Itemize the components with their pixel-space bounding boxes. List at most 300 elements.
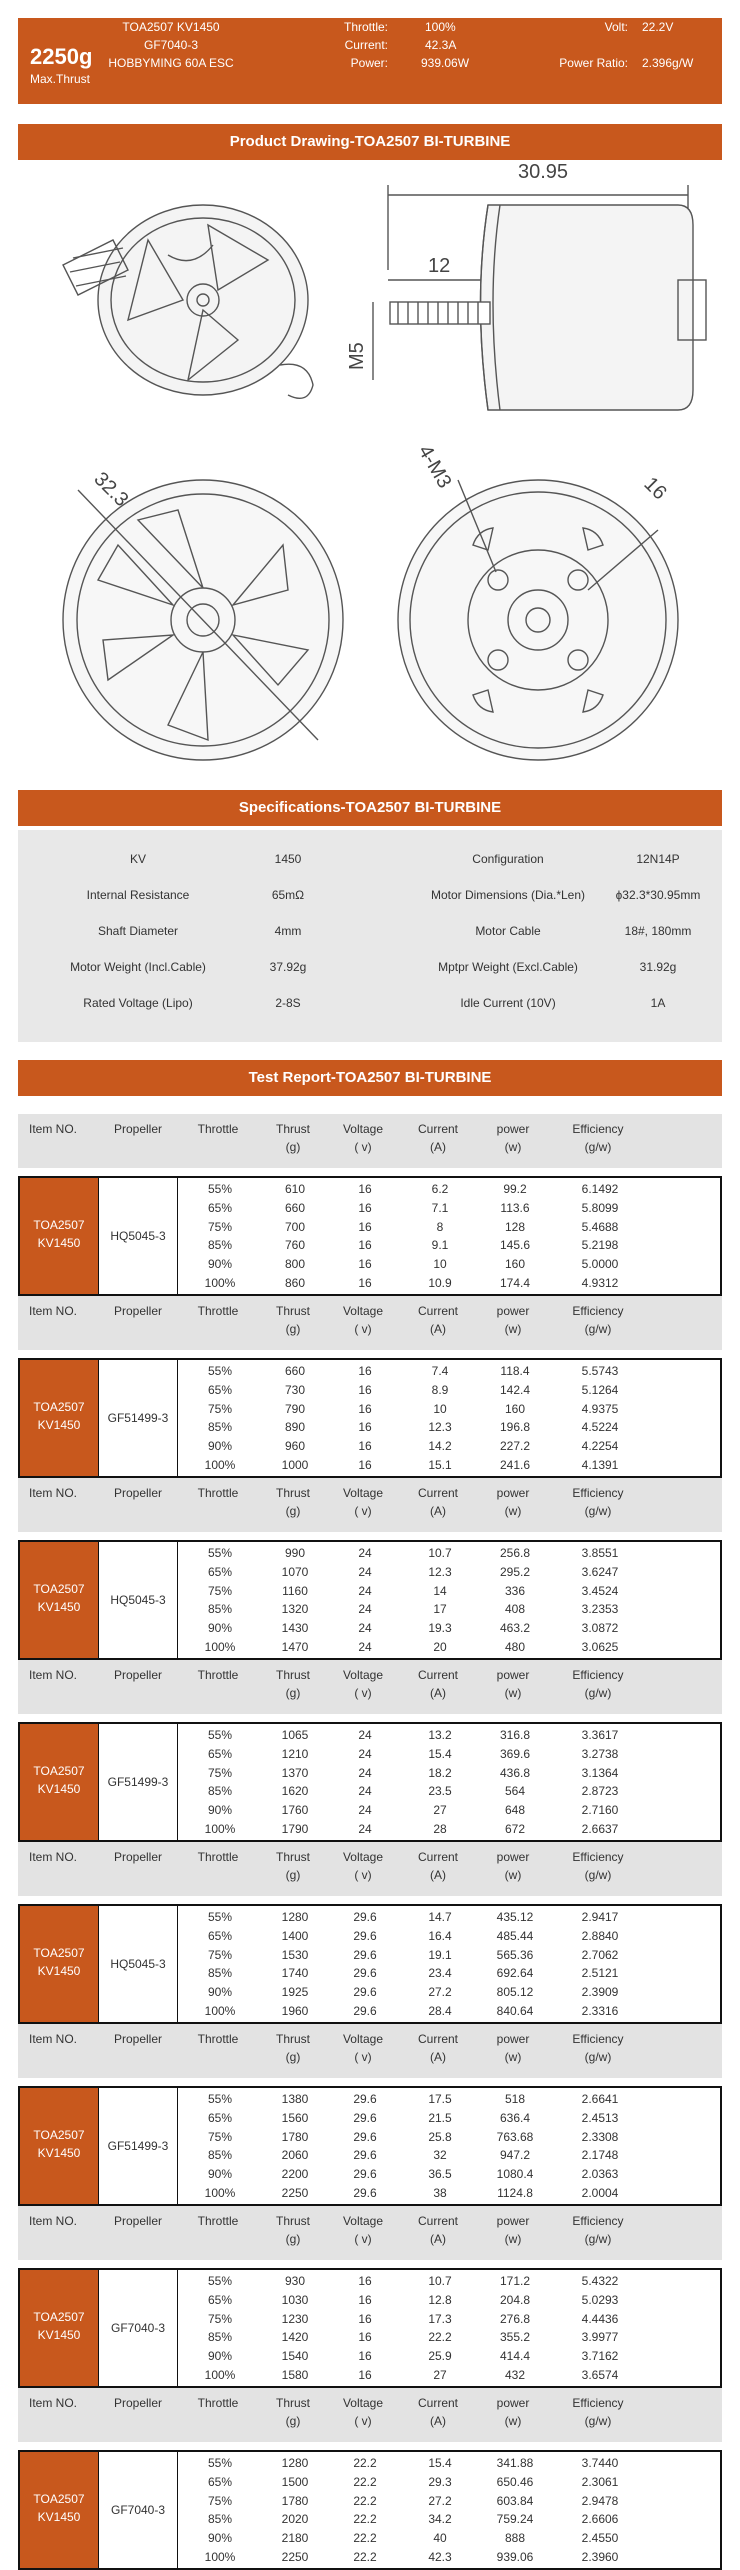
- current-cell: 12.3: [428, 1420, 452, 1435]
- thrust-cell: 790: [284, 1401, 306, 1416]
- power-cell: 759.24: [496, 2512, 534, 2527]
- power-cell: 256.8: [499, 1546, 531, 1560]
- header-propeller: Propeller: [113, 2396, 163, 2410]
- header-efficiency: Efficiency (g/w): [572, 1486, 624, 1518]
- throttle-cell: 55%: [207, 1910, 233, 1924]
- thrust-cell: 1580: [281, 2367, 309, 2382]
- current-cell: 28: [433, 1821, 447, 1836]
- throttle-cell: 100%: [204, 1457, 236, 1472]
- propeller-cell: HQ5045-3: [98, 1178, 178, 1294]
- stat-values-right: [642, 18, 712, 72]
- table-row: [178, 1400, 720, 1419]
- spec-value: 1450: [274, 852, 302, 866]
- efficiency-cell: 2.0363: [581, 2167, 619, 2182]
- throttle-cell: 90%: [207, 2349, 233, 2364]
- spec-label: Internal Resistance: [86, 888, 190, 902]
- table-row: [178, 1255, 720, 1274]
- header-thrust: Thrust (g): [275, 1486, 310, 1518]
- test-table: [18, 2206, 722, 2388]
- header-propeller: Propeller: [113, 1304, 163, 1318]
- voltage-cell: 16: [358, 1182, 372, 1196]
- header-efficiency: Efficiency (g/w): [572, 2396, 624, 2428]
- table-row: [178, 2165, 720, 2184]
- throttle-cell: 100%: [204, 1275, 236, 1290]
- test-table: [18, 1660, 722, 1842]
- table-row: [178, 1582, 720, 1601]
- efficiency-cell: 2.3061: [581, 2474, 619, 2489]
- thrust-cell: 1540: [281, 2349, 309, 2364]
- current-cell: 23.5: [428, 1784, 452, 1799]
- voltage-cell: 24: [358, 1602, 372, 1617]
- current-cell: 25.8: [428, 2129, 452, 2144]
- thrust-cell: 890: [284, 1420, 306, 1435]
- efficiency-cell: 3.7162: [581, 2349, 619, 2364]
- table-row: [178, 2328, 720, 2347]
- power-cell: 160: [504, 1401, 526, 1416]
- power-cell: 436.8: [499, 1765, 531, 1780]
- power-cell: 227.2: [499, 1439, 531, 1454]
- throttle-cell: 75%: [207, 1947, 233, 1962]
- voltage-cell: 29.6: [353, 2003, 377, 2018]
- propeller-cell: HQ5045-3: [98, 1906, 178, 2022]
- power-cell: 408: [504, 1602, 526, 1617]
- table-row: [178, 1544, 720, 1563]
- thrust-cell: 700: [284, 1219, 306, 1234]
- throttle-cell: 65%: [207, 2474, 233, 2489]
- header-current: Current (A): [417, 2396, 458, 2428]
- specifications-table: [18, 830, 722, 1042]
- current-label: Current:: [344, 38, 388, 52]
- test-table-body: [18, 1722, 722, 1842]
- voltage-cell: 16: [358, 1219, 372, 1234]
- voltage-cell: 16: [358, 2311, 372, 2326]
- efficiency-cell: 5.4688: [581, 1219, 619, 1234]
- header-propeller: Propeller: [113, 1486, 163, 1500]
- spec-value: 37.92g: [269, 960, 307, 974]
- power-cell: 145.6: [499, 1238, 531, 1253]
- power-cell: 564: [504, 1784, 526, 1799]
- header-item-no: Item NO.: [28, 1122, 77, 1136]
- test-table: [18, 1114, 722, 1296]
- spec-value: 4mm: [274, 924, 302, 938]
- spec-label: Motor Cable: [475, 924, 541, 938]
- voltage-cell: 16: [358, 1257, 372, 1272]
- efficiency-cell: 2.3909: [581, 1985, 619, 2000]
- efficiency-cell: 5.8099: [581, 1200, 619, 1215]
- voltage-cell: 24: [358, 1546, 372, 1560]
- thrust-cell: 1380: [281, 2092, 309, 2106]
- power-cell: 763.68: [496, 2129, 534, 2144]
- setup-info: [106, 18, 236, 72]
- stat-labels-right: [538, 18, 628, 72]
- test-table-body: [18, 2450, 722, 2570]
- header-efficiency: Efficiency (g/w): [572, 2032, 624, 2064]
- efficiency-cell: 5.0293: [581, 2292, 619, 2307]
- table-row: [178, 1964, 720, 1983]
- power-cell: 565.36: [496, 1947, 534, 1962]
- thrust-cell: 760: [284, 1238, 306, 1253]
- current-cell: 8.9: [431, 1382, 449, 1397]
- motor-item-cell: TOA2507 KV1450: [20, 1360, 98, 1476]
- voltage-cell: 16: [358, 1275, 372, 1290]
- efficiency-cell: 3.0625: [581, 1639, 619, 1654]
- header-efficiency: Efficiency (g/w): [572, 1122, 624, 1154]
- voltage-cell: 24: [358, 1728, 372, 1742]
- propeller-cell: GF51499-3: [98, 2088, 178, 2204]
- setup-esc: HOBBYMING 60A ESC: [108, 56, 234, 70]
- throttle-cell: 100%: [204, 2185, 236, 2200]
- power-cell: 603.84: [496, 2493, 534, 2508]
- thrust-cell: 1280: [281, 1910, 309, 1924]
- voltage-cell: 16: [358, 1439, 372, 1454]
- efficiency-cell: 2.3316: [581, 2003, 619, 2018]
- voltage-cell: 29.6: [353, 2092, 377, 2106]
- voltage-cell: 29.6: [353, 1928, 377, 1943]
- throttle-cell: 85%: [207, 2330, 233, 2345]
- header-efficiency: Efficiency (g/w): [572, 1668, 624, 1700]
- power-cell: 341.88: [496, 2456, 534, 2470]
- table-row: [178, 1218, 720, 1237]
- power-cell: 336: [504, 1583, 526, 1598]
- current-cell: 7.4: [431, 1364, 449, 1378]
- efficiency-cell: 2.7160: [581, 1803, 619, 1818]
- throttle-cell: 55%: [207, 1364, 233, 1378]
- voltage-cell: 16: [358, 1420, 372, 1435]
- current-cell: 10.7: [428, 1546, 452, 1560]
- specifications-title: Specifications-TOA2507 BI-TURBINE: [18, 790, 722, 826]
- header-propeller: Propeller: [113, 2032, 163, 2046]
- test-table-header: [18, 2206, 722, 2260]
- power-cell: 888: [504, 2531, 526, 2546]
- thrust-cell: 1030: [281, 2292, 309, 2307]
- motor-bottom-view: [63, 480, 343, 760]
- current-cell: 27: [433, 1803, 447, 1818]
- voltage-cell: 24: [358, 1583, 372, 1598]
- header-current: Current (A): [417, 1486, 458, 1518]
- current-cell: 34.2: [428, 2512, 452, 2527]
- current-cell: 17: [433, 1602, 447, 1617]
- current-cell: 42.3: [428, 2549, 452, 2564]
- throttle-cell: 65%: [207, 1200, 233, 1215]
- header-propeller: Propeller: [113, 2214, 163, 2228]
- spec-row: [18, 914, 722, 950]
- spec-value: 2-8S: [275, 996, 301, 1010]
- throttle-cell: 75%: [207, 1765, 233, 1780]
- power-cell: 805.12: [496, 1985, 534, 2000]
- table-row: [178, 1782, 720, 1801]
- throttle-cell: 65%: [207, 1564, 233, 1579]
- header-item-no: Item NO.: [28, 1486, 77, 1500]
- power-cell: 947.2: [499, 2148, 531, 2163]
- voltage-cell: 24: [358, 1803, 372, 1818]
- spec-label: Motor Dimensions (Dia.*Len): [430, 888, 586, 902]
- throttle-cell: 100%: [204, 1821, 236, 1836]
- table-row: [178, 1180, 720, 1199]
- table-row: [178, 1726, 720, 1745]
- throttle-cell: 55%: [207, 2456, 233, 2470]
- test-table: [18, 2024, 722, 2206]
- voltage-cell: 24: [358, 1621, 372, 1636]
- thrust-cell: 2060: [281, 2148, 309, 2163]
- header-thrust: Thrust (g): [275, 1304, 310, 1336]
- current-cell: 29.3: [428, 2474, 452, 2489]
- test-table-body: [18, 1358, 722, 1478]
- voltage-cell: 16: [358, 2274, 372, 2288]
- product-drawing: [18, 150, 722, 790]
- thrust-cell: 1780: [281, 2493, 309, 2508]
- header-thrust: Thrust (g): [275, 2214, 310, 2246]
- table-row: [178, 2366, 720, 2385]
- thrust-cell: 2250: [281, 2185, 309, 2200]
- header-power: power (w): [496, 2032, 530, 2064]
- voltage-cell: 29.6: [353, 2129, 377, 2144]
- table-row: [178, 2291, 720, 2310]
- throttle-cell: 85%: [207, 1238, 233, 1253]
- power-cell: 1124.8: [497, 2185, 533, 2200]
- power-cell: 171.2: [499, 2274, 531, 2288]
- throttle-cell: 75%: [207, 1401, 233, 1416]
- stat-values: [403, 18, 483, 72]
- thrust-cell: 1500: [281, 2474, 309, 2489]
- thrust-cell: 1280: [281, 2456, 309, 2470]
- header-power: power (w): [496, 1850, 530, 1882]
- efficiency-cell: 4.9312: [581, 1275, 619, 1290]
- header-current: Current (A): [417, 1850, 458, 1882]
- power-cell: 672: [504, 1821, 526, 1836]
- table-row: [178, 2510, 720, 2529]
- max-thrust-label: Max.Thrust: [30, 72, 91, 86]
- test-table: [18, 2388, 722, 2570]
- throttle-cell: 85%: [207, 1784, 233, 1799]
- efficiency-cell: 3.0872: [581, 1621, 619, 1636]
- setup-propeller: GF7040-3: [143, 38, 199, 52]
- throttle-cell: 75%: [207, 2129, 233, 2144]
- spec-value: ɸ32.3*30.95mm: [615, 888, 701, 902]
- spec-label: Rated Voltage (Lipo): [83, 996, 193, 1010]
- efficiency-cell: 2.3960: [581, 2549, 619, 2564]
- propeller-cell: GF51499-3: [98, 1360, 178, 1476]
- current-cell: 32: [433, 2148, 447, 2163]
- efficiency-cell: 2.6606: [581, 2512, 619, 2527]
- power-ratio-value: 2.396g/W: [642, 56, 694, 70]
- header-voltage: Voltage ( v): [342, 1486, 384, 1518]
- efficiency-cell: 5.5743: [581, 1364, 619, 1378]
- power-cell: 840.64: [496, 2003, 534, 2018]
- throttle-cell: 85%: [207, 1602, 233, 1617]
- voltage-cell: 22.2: [353, 2456, 377, 2470]
- header-propeller: Propeller: [113, 1850, 163, 1864]
- table-row: [178, 1638, 720, 1657]
- thrust-cell: 2200: [281, 2167, 309, 2182]
- table-row: [178, 2146, 720, 2165]
- power-cell: 241.6: [499, 1457, 531, 1472]
- power-value: 939.06W: [421, 56, 470, 70]
- table-row: [178, 2002, 720, 2021]
- voltage-cell: 22.2: [353, 2531, 377, 2546]
- table-row: [178, 2473, 720, 2492]
- header-item-no: Item NO.: [28, 2396, 77, 2410]
- current-cell: 12.3: [428, 1564, 452, 1579]
- header-efficiency: Efficiency (g/w): [572, 2214, 624, 2246]
- current-cell: 28.4: [428, 2003, 452, 2018]
- current-cell: 17.5: [428, 2092, 452, 2106]
- thrust-cell: 1065: [281, 1728, 309, 1742]
- table-row: [178, 1274, 720, 1293]
- throttle-cell: 100%: [204, 2003, 236, 2018]
- voltage-cell: 16: [358, 1364, 372, 1378]
- thrust-cell: 1740: [281, 1966, 309, 1981]
- current-cell: 15.1: [428, 1457, 452, 1472]
- efficiency-cell: 2.6637: [581, 1821, 619, 1836]
- spec-value: 31.92g: [639, 960, 677, 974]
- dim-shaft: 12: [428, 255, 451, 277]
- throttle-cell: 90%: [207, 2167, 233, 2182]
- header-throttle: Throttle: [197, 1850, 239, 1864]
- power-cell: 939.06: [496, 2549, 534, 2564]
- thrust-cell: 1210: [281, 1746, 309, 1761]
- throttle-cell: 65%: [207, 1746, 233, 1761]
- test-table-header: [18, 1842, 722, 1896]
- product-drawing-title: Product Drawing-TOA2507 BI-TURBINE: [18, 124, 722, 160]
- efficiency-cell: 6.1492: [581, 1182, 619, 1196]
- power-cell: 160: [504, 1257, 526, 1272]
- thrust-cell: 1430: [281, 1621, 309, 1636]
- efficiency-cell: 3.1364: [581, 1765, 619, 1780]
- header-current: Current (A): [417, 1122, 458, 1154]
- current-cell: 12.8: [428, 2292, 452, 2307]
- thrust-cell: 660: [284, 1364, 306, 1378]
- voltage-cell: 29.6: [353, 2185, 377, 2200]
- voltage-cell: 16: [358, 2330, 372, 2345]
- efficiency-cell: 2.9478: [581, 2493, 619, 2508]
- throttle-cell: 85%: [207, 1420, 233, 1435]
- table-row: [178, 1199, 720, 1218]
- header-current: Current (A): [417, 1304, 458, 1336]
- efficiency-cell: 2.9417: [581, 1910, 619, 1924]
- test-table: [18, 1296, 722, 1478]
- current-cell: 9.1: [431, 1238, 449, 1253]
- current-cell: 19.1: [428, 1947, 452, 1962]
- table-row: [178, 1801, 720, 1820]
- table-row: [178, 1362, 720, 1381]
- current-cell: 19.3: [428, 1621, 452, 1636]
- efficiency-cell: 3.6574: [581, 2367, 619, 2382]
- max-thrust-summary-bar: [18, 18, 722, 104]
- table-row: [178, 1983, 720, 2002]
- motor-item-cell: TOA2507 KV1450: [20, 1178, 98, 1294]
- current-cell: 36.5: [428, 2167, 452, 2182]
- header-thrust: Thrust (g): [275, 2032, 310, 2064]
- voltage-cell: 16: [358, 1200, 372, 1215]
- dim-diameter: 32.3: [89, 467, 133, 512]
- spec-label: Configuration: [472, 852, 544, 866]
- thrust-cell: 610: [284, 1182, 306, 1196]
- current-cell: 27: [433, 2367, 447, 2382]
- motor-item-cell: TOA2507 KV1450: [20, 2270, 98, 2386]
- header-voltage: Voltage ( v): [342, 1122, 384, 1154]
- efficiency-cell: 2.8840: [581, 1928, 619, 1943]
- voltage-cell: 29.6: [353, 2110, 377, 2125]
- voltage-cell: 22.2: [353, 2549, 377, 2564]
- throttle-cell: 90%: [207, 1621, 233, 1636]
- spec-row: [18, 986, 722, 1022]
- efficiency-cell: 2.8723: [581, 1784, 619, 1799]
- table-row: [178, 1236, 720, 1255]
- table-row: [178, 1456, 720, 1475]
- efficiency-cell: 2.3308: [581, 2129, 619, 2144]
- voltage-cell: 22.2: [353, 2474, 377, 2489]
- voltage-cell: 24: [358, 1765, 372, 1780]
- efficiency-cell: 5.4322: [581, 2274, 619, 2288]
- current-cell: 20: [433, 1639, 447, 1654]
- propeller-cell: GF7040-3: [98, 2270, 178, 2386]
- header-voltage: Voltage ( v): [342, 2214, 384, 2246]
- header-voltage: Voltage ( v): [342, 1668, 384, 1700]
- spec-label: Shaft Diameter: [97, 924, 179, 938]
- throttle-cell: 85%: [207, 2148, 233, 2163]
- power-cell: 432: [504, 2367, 526, 2382]
- propeller-cell: HQ5045-3: [98, 1542, 178, 1658]
- power-cell: 648: [504, 1803, 526, 1818]
- spec-label: KV: [129, 852, 146, 866]
- thrust-cell: 1560: [281, 2110, 309, 2125]
- thrust-cell: 1960: [281, 2003, 309, 2018]
- efficiency-cell: 3.9977: [581, 2330, 619, 2345]
- current-cell: 25.9: [428, 2349, 452, 2364]
- current-cell: 15.4: [428, 1746, 452, 1761]
- header-thrust: Thrust (g): [275, 2396, 310, 2428]
- table-row: [178, 2492, 720, 2511]
- voltage-cell: 29.6: [353, 1985, 377, 2000]
- table-row: [178, 1820, 720, 1839]
- power-cell: 1080.4: [496, 2167, 534, 2182]
- power-cell: 435.12: [496, 1910, 534, 1924]
- motor-item-cell: TOA2507 KV1450: [20, 2452, 98, 2568]
- power-cell: 316.8: [499, 1728, 531, 1742]
- current-value: 42.3A: [425, 38, 457, 52]
- header-power: power (w): [496, 1486, 530, 1518]
- thrust-cell: 1925: [281, 1985, 309, 2000]
- efficiency-cell: 3.6247: [581, 1564, 619, 1579]
- throttle-cell: 65%: [207, 2110, 233, 2125]
- table-row: [178, 1927, 720, 1946]
- current-cell: 17.3: [428, 2311, 452, 2326]
- voltage-cell: 24: [358, 1821, 372, 1836]
- thrust-cell: 1230: [281, 2311, 309, 2326]
- motor-item-cell: TOA2507 KV1450: [20, 1906, 98, 2022]
- table-row: [178, 1563, 720, 1582]
- table-row: [178, 2272, 720, 2291]
- thrust-cell: 1760: [281, 1803, 309, 1818]
- power-cell: 196.8: [499, 1420, 531, 1435]
- current-cell: 6.2: [431, 1182, 449, 1196]
- dim-thread: M5: [346, 342, 368, 370]
- throttle-cell: 90%: [207, 1439, 233, 1454]
- current-cell: 27.2: [428, 2493, 452, 2508]
- throttle-cell: 65%: [207, 1382, 233, 1397]
- power-cell: 463.2: [499, 1621, 531, 1636]
- header-throttle: Throttle: [197, 2032, 239, 2046]
- voltage-cell: 24: [358, 1639, 372, 1654]
- voltage-cell: 29.6: [353, 2167, 377, 2182]
- test-table-header: [18, 1114, 722, 1168]
- current-cell: 14.2: [428, 1439, 452, 1454]
- throttle-cell: 55%: [207, 2274, 233, 2288]
- header-item-no: Item NO.: [28, 1304, 77, 1318]
- header-power: power (w): [496, 2214, 530, 2246]
- test-table-body: [18, 2268, 722, 2388]
- volt-value: 22.2V: [642, 20, 674, 34]
